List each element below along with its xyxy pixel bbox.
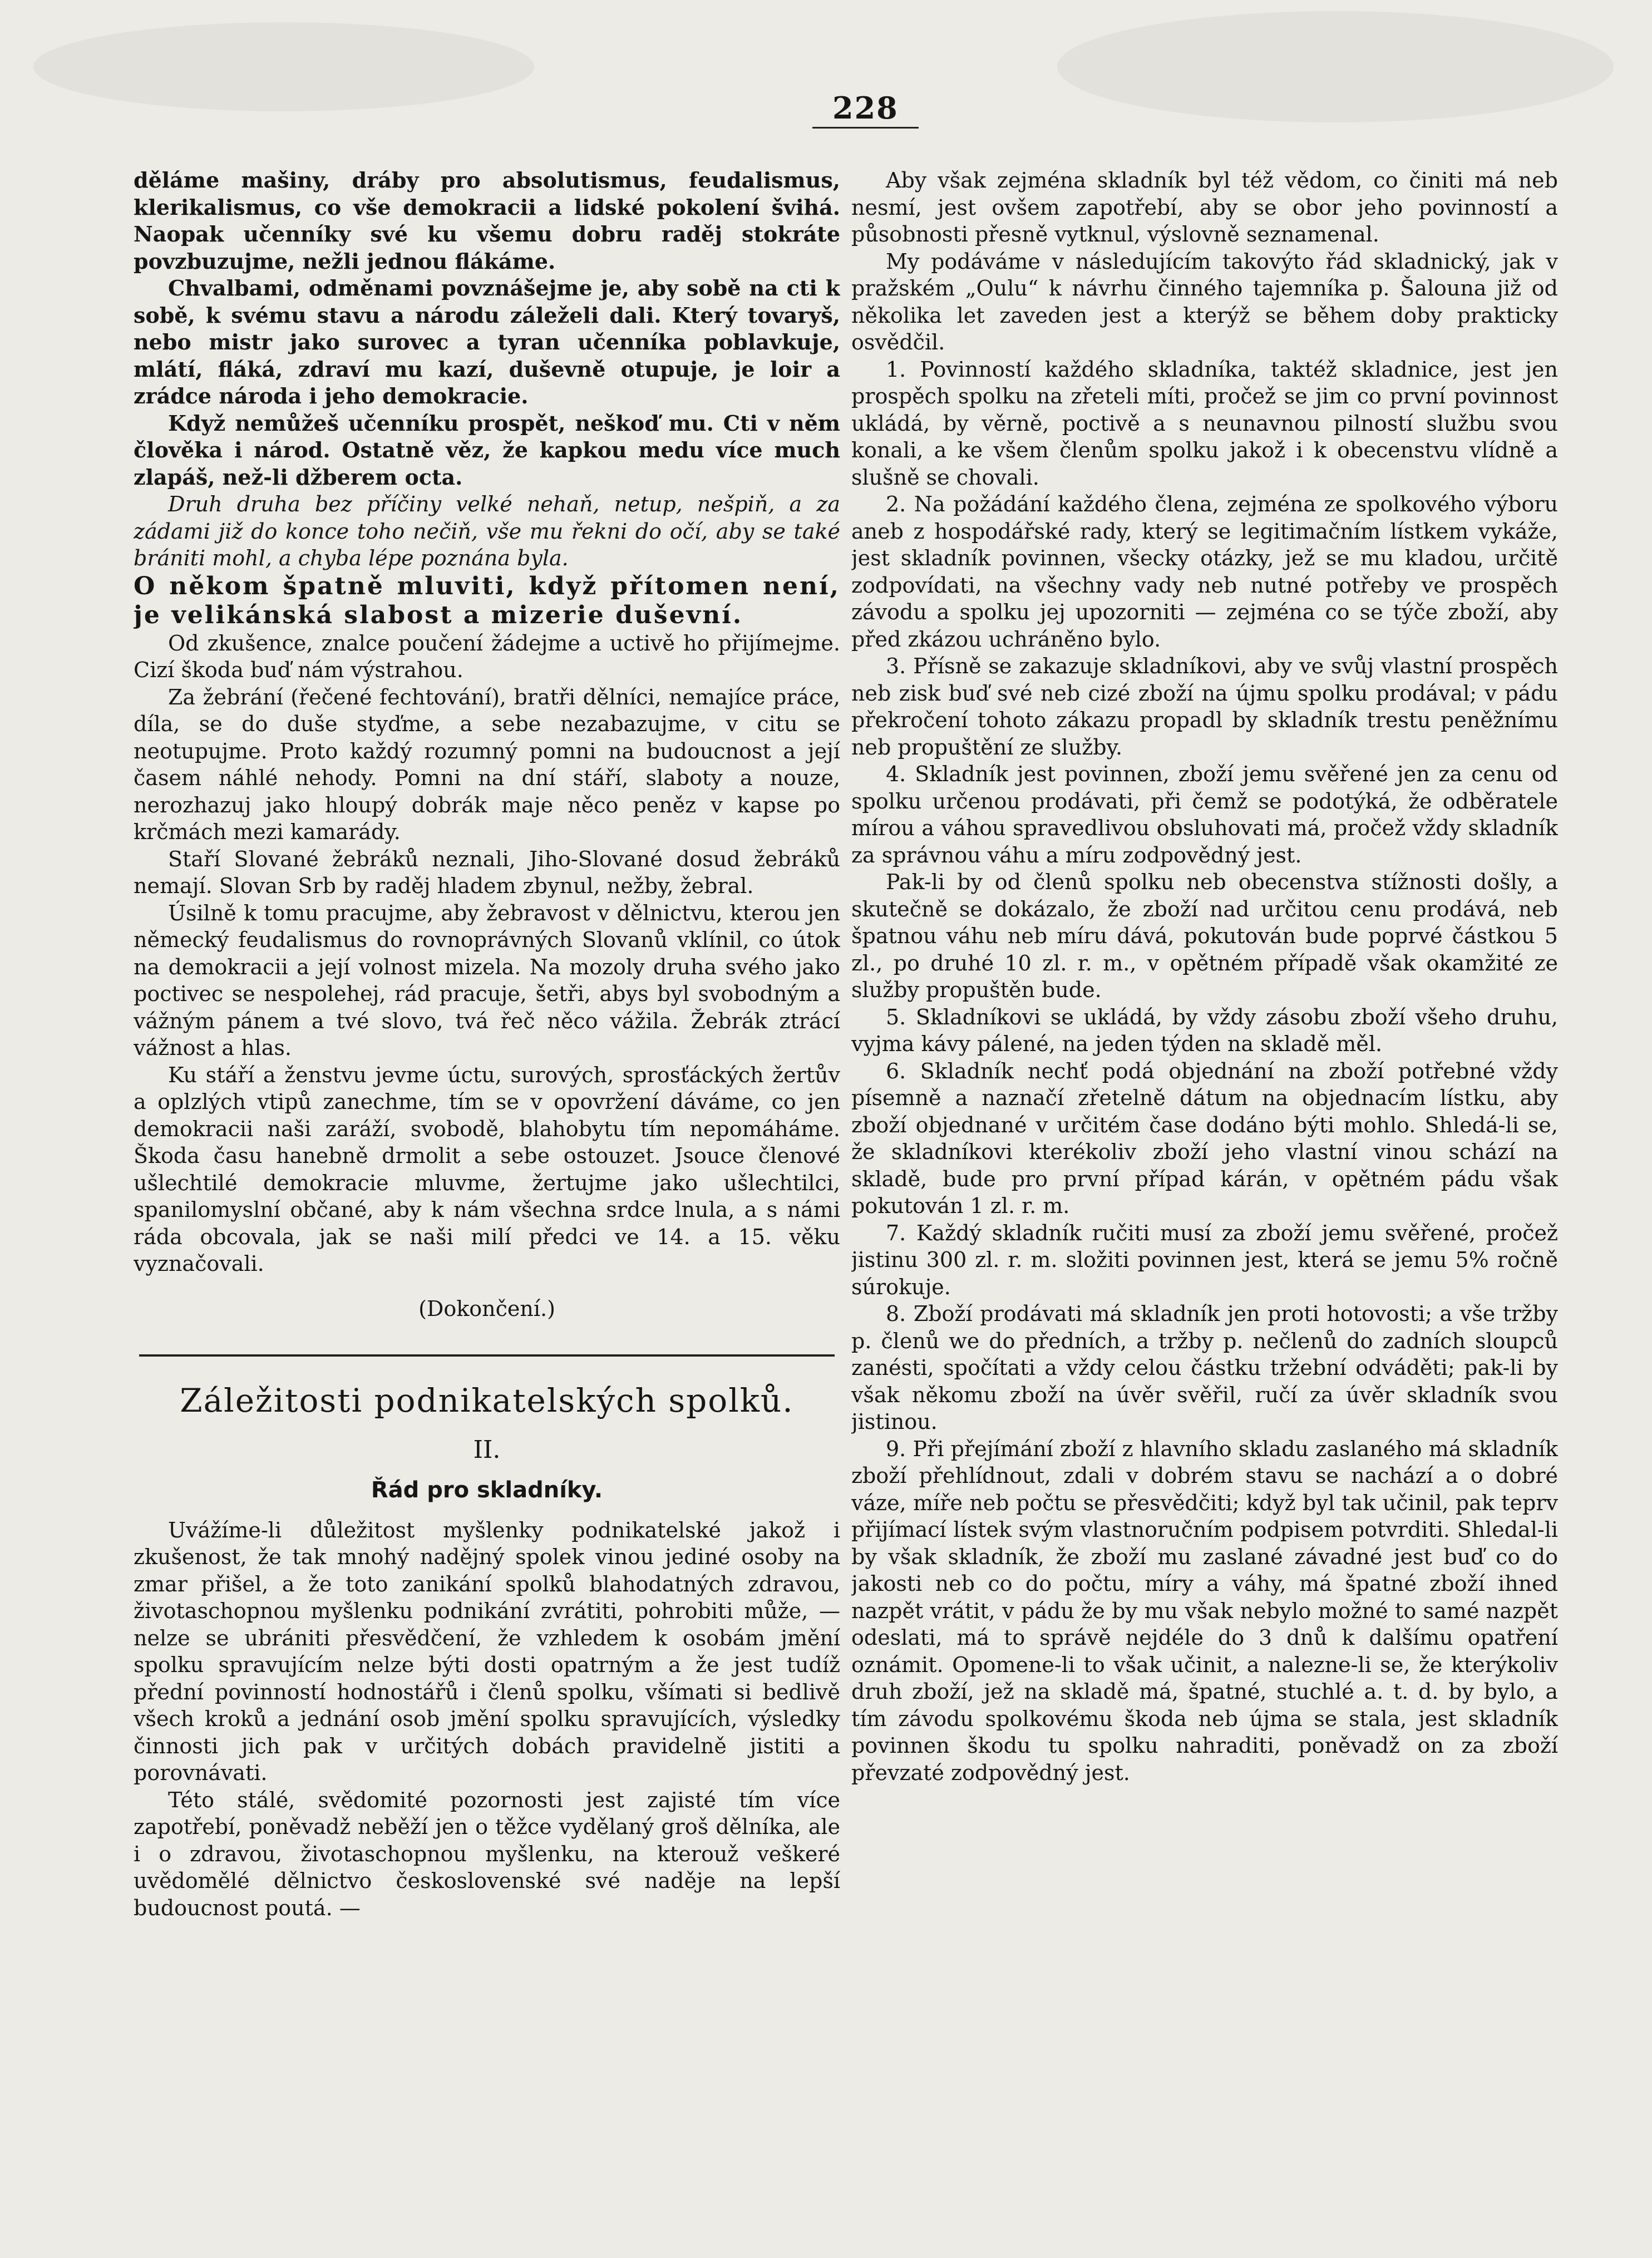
closing-note: (Dokončení.) — [418, 1296, 555, 1321]
section-title: Záležitosti podnikatelských spolků. — [180, 1381, 794, 1419]
paragraph: O někom špatně mluviti, když přítomen není, je velikánská slabost a mizerie duševní. — [134, 571, 840, 629]
rule-item: 7. Každý skladník ručiti musí za zboží jemu svěřené, pročež jistinu 300 zl. r. m. složiti povinnen jest, která se jemu 5% ročně súrokuje. — [851, 1220, 1558, 1299]
paper-stain — [33, 22, 534, 111]
rule-item: 2. Na požádání každého člena, zejména ze spolkového výboru aneb z hospodářské rady, který se legitimačním lístkem vykáže, jest skladník povinnen, všecky otázky, jež se mu kladou, určitě zodpovídati, na všechny vady neb nutné potřeby ve prospěch závodu a spolku jej upozorniti — zejména co se týče zboží, aby před zkázou uchráněno bylo. — [851, 492, 1558, 652]
rule-item: 3. Přísně se zakazuje skladníkovi, aby ve svůj vlastní prospěch neb zisk buď své neb cizé zboží na újmu spolku prodával; v pádu překročení tohoto zákazu propadl by skladník trestu peněžnímu neb propuštění ze služby. — [851, 654, 1558, 760]
paragraph: Aby však zejména skladník byl též vědom, co činiti má neb nesmí, jest ovšem zapotřebí, aby se obor jeho povinností a působnosti přesně vytknul, výslovně seznamenal. — [851, 168, 1558, 246]
right-column — [851, 167, 1558, 1786]
section-divider — [139, 1354, 835, 1357]
rule-item: 1. Povinností každého skladníka, taktéž skladnice, jest jen prospěch spolku na zřeteli míti, pročež se jim co první povinnost ukládá, by věrně, poctivě a s neunavnou pilností službu svou konali, a ke všem členům spolku jakož i k obecenstvu vlídně a slušně se chovali. — [851, 357, 1558, 490]
paragraph: Za žebrání (řečené fechtování), bratři dělníci, nemajíce práce, díla, se do duše styďme, a sebe nezabazujme, v citu se neotupujme. Proto každý rozumný pomni na budoucnost a její časem náhlé nehody. Pomni na dní stáří, slaboty a nouze, nerozhazuj jako hloupý dobrák maje něco peněz v kapse po krčmách mezi kamarády. — [134, 684, 840, 844]
rule-item: 8. Zboží prodávati má skladník jen proti hotovosti; a vše tržby p. členů we do předních, a tržby p. nečlenů do zadních sloupců zanésti, spočítati a vždy celou částku tržební odváděti; pak-li by však někomu zboží na úvěr svěřil, ručí za úvěr skladník svou jistinou. — [851, 1301, 1558, 1434]
paragraph: Když nemůžeš učenníku prospět, neškoď mu. Cti v něm člověka i národ. Ostatně věz, že kapkou medu více much zlapáš, než-li džberem octa. — [134, 410, 840, 490]
paragraph: Uvážíme-li důležitost myšlenky podnikatelské jakož i zkušenost, že tak mnohý nadějný spolek vinou jediné osoby na zmar přišel, a že toto zanikání spolků blahodatných zdravou, životaschopnou myšlenku podnikání zvrátiti, pohrobiti může, — nelze se ubrániti přesvědčení, že vzhledem k osobám jmění spolku spravujícím nelze býti dosti opatrným a že jest tudíž přední povinností hodnostářů i členů spolku, všímati si bedlivě všech kroků a jednání osob jmění spolku spravujících, výsledky činnosti jich pak v určitých dobách pravidelně jistiti a porovnávati. — [134, 1517, 840, 1785]
paragraph: Od zkušence, znalce poučení žádejme a uctivě ho přijímejme. Cizí škoda buď nám výstrahou. — [134, 630, 840, 682]
paragraph: Staří Slované žebráků neznali, Jiho-Slované dosud žebráků nemají. Slovan Srb by raděj hladem zbynul, nežby, žebral. — [134, 846, 840, 898]
paragraph: Druh druha bez příčiny velké nehaň, netup, nešpiň, a za zádami již do konce toho nečiň, vše mu řekni do očí, aby se také brániti mohl, a chyba lépe poznána byla. — [134, 492, 840, 570]
rule-item: 9. Při přejímání zboží z hlavního skladu zaslaného má skladník zboží přehlídnout, zdali v dobrém stavu se nachází a o dobré váze, míře neb počtu se přesvědčiti; když byl tak učinil, pak teprv přijímací lístek svým vlastnoručním podpisem potvrditi. Shledal-li by však skladník, že zboží mu zaslané závadné jest buď co do jakosti neb co do počtu, míry a váhy, má špatné zboží ihned nazpět vrátit, v pádu že by mu však nebylo možné to samé nazpět odeslati, má to správě nejdéle do 3 dnů k dalšímu opatření oznámit. Opomene-li to však učinit, a nalezne-li se, že kterýkoliv druh zboží, jež na skladě má, špatné, stuchlé a. t. d. by bylo, a tím závodu spolkovému škoda neb újma se stala, jest skladník povinnen škodu tu spolku nahraditi, poněvadž on za zboží převzaté zodpovědný jest. — [851, 1436, 1558, 1785]
paragraph: Pak-li by od členů spolku neb obecenstva stížnosti došly, a skutečně se dokázalo, že zboží nad určitou cenu prodává, neb špatnou váhu neb míru dává, pokutován bude poprvé částkou 5 zl., po druhé 10 zl. r. m., v opětném případě však okamžité ze služby propuštěn bude. — [851, 870, 1558, 1002]
rule-item: 6. Skladník nechť podá objednání na zboží potřebné vždy písemně a naznačí zřetelně dátum na objednacím lístku, aby zboží objednané v určitém čase dodáno býti mohlo. Shledá-li se, že skladníkovi kterékoliv zboží jeho vlastní vinou schází na skladě, bude pro první případ kárán, v opětném pádu však pokutován 1 zl. r. m. — [851, 1058, 1558, 1218]
paper-stain — [1057, 11, 1614, 122]
paragraph: Této stálé, svědomité pozornosti jest zajisté tím více zapotřebí, poněvadž neběží jen o těžce vydělaný groš dělníka, ale i o zdravou, životaschopnou myšlenku, na kterouž veškeré uvědomělé dělnictvo československé své naděje na lepší budoucnost poutá. — — [134, 1787, 840, 1920]
rule-item: 5. Skladníkovi se ukládá, by vždy zásobu zboží všeho druhu, vyjma kávy pálené, na jeden týden na skladě měl. — [851, 1004, 1558, 1056]
section-number: II. — [473, 1435, 501, 1464]
paragraph: Úsilně k tomu pracujme, aby žebravost v dělnictvu, kterou jen německý feudalismus do rovnoprávných Slovanů vklínil, co útok na demokracii a její volnost mizela. Na mozoly druha svého jako poctivec se nespolehej, rád pracuje, šetři, abys byl svobodným a vážným pánem a tvé slovo, tvá řeč něco vážila. Žebrák ztrácí vážnost a hlas. — [134, 900, 840, 1060]
paragraph: děláme mašiny, dráby pro absolutismus, feudalismus, klerikalismus, co vše demokracii a lidské pokolení švihá. Naopak učenníky své ku všemu dobru raděj stokráte povzbuzujme, nežli jednou flákáme. — [134, 167, 840, 274]
paragraph: My podáváme v následujícím takovýto řád skladnický, jak v pražském „Oulu“ k návrhu činného tajemníka p. Šalouna již od několika let zaveden jest a kterýž se během doby prakticky osvědčil. — [851, 249, 1558, 354]
rule-item: 4. Skladník jest povinnen, zboží jemu svěřené jen za cenu od spolku určenou prodávati, při čemž se podotýká, že odběratele mírou a váhou spravedlivou obsluhovati má, pročež vždy skladník za správnou váhu a míru zodpovědný jest. — [851, 762, 1558, 867]
paragraph: Chvalbami, odměnami povznášejme je, aby sobě na cti k sobě, k svému stavu a národu záleželi dali. Který tovaryš, nebo mistr jako surovec a tyran učenníka poblavkuje, mlátí, fláká, zdraví mu kazí, duševně otupuje, je loir a zrádce národa i jeho demokracie. — [134, 275, 840, 408]
section-subtitle: Řád pro skladníky. — [371, 1477, 603, 1503]
paragraph: Ku stáří a ženstvu jevme úctu, surových, sprosťáckých žertův a oplzlých vtipů zanechme, tím se v opovržení dáváme, co jen demokracii naši zaráží, svobodě, blahobytu tím nepomáháme. Škoda času hanebně drmolit a sebe ostouzet. Jsouce členové ušlechtilé demokracie mluvme, žertujme jako ušlechtilci, spanilomyslní občané, aby k nám všechna srdce lnula, a s námi ráda obcovala, jak se naši milí předci ve 14. a 15. věku vyznačovali. — [134, 1062, 840, 1276]
left-column — [134, 167, 840, 1921]
page-number: 228 — [812, 90, 919, 129]
